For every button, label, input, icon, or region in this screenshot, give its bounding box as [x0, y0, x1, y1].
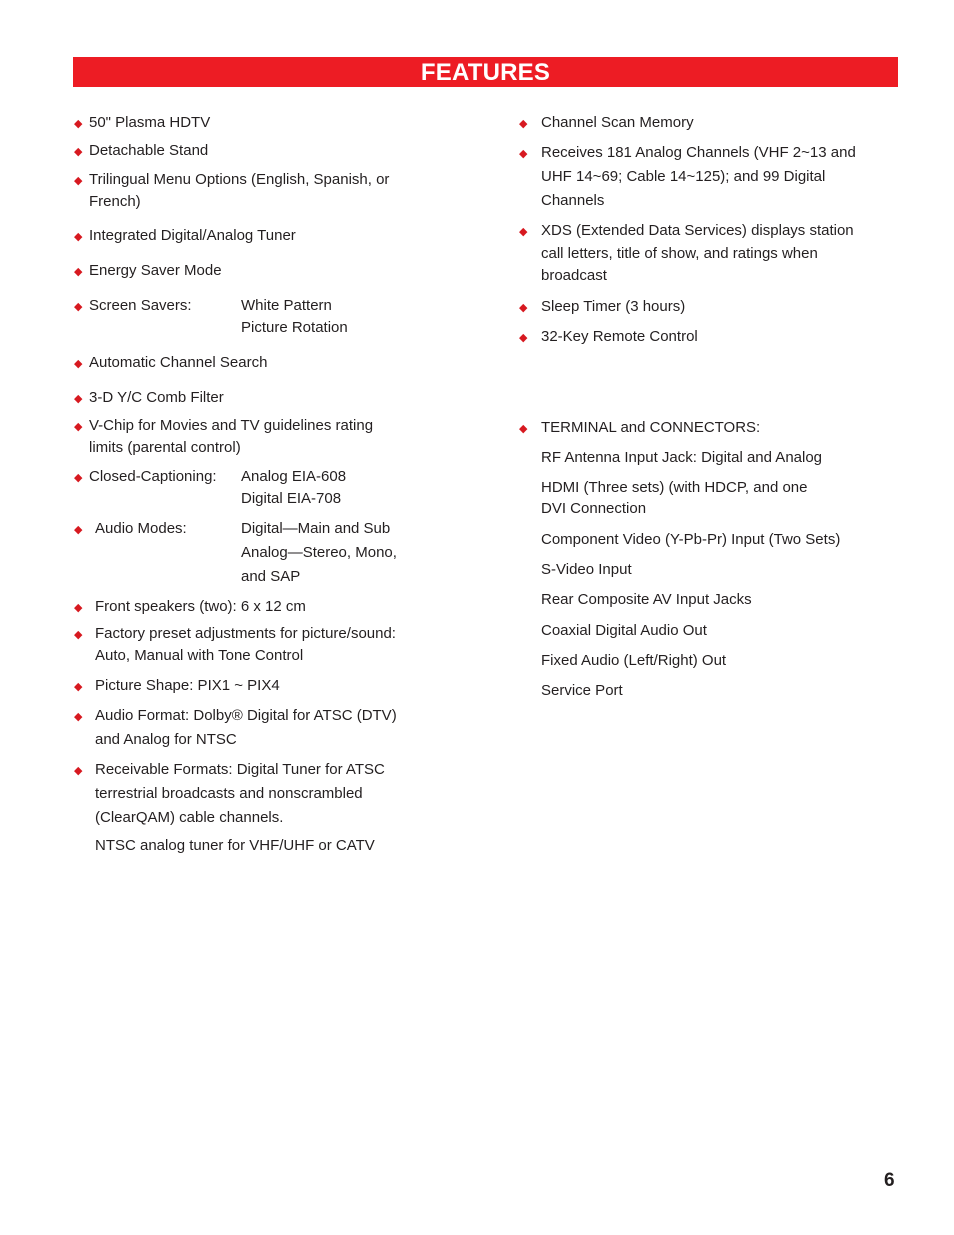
feature-text: NTSC analog tuner for VHF/UHF or CATV: [95, 837, 375, 854]
diamond-bullet-icon: ◆: [74, 231, 83, 243]
feature-text: Energy Saver Mode: [89, 262, 222, 279]
feature-value: White Pattern: [241, 297, 332, 314]
connector-item: Service Port: [541, 682, 623, 699]
feature-text: French): [89, 193, 141, 210]
diamond-bullet-icon: ◆: [519, 423, 528, 435]
feature-text: Integrated Digital/Analog Tuner: [89, 227, 296, 244]
feature-text: UHF 14~69; Cable 14~125); and 99 Digital: [541, 168, 826, 185]
diamond-bullet-icon: ◆: [74, 118, 83, 130]
diamond-bullet-icon: ◆: [74, 421, 83, 433]
diamond-bullet-icon: ◆: [74, 472, 83, 484]
feature-text: limits (parental control): [89, 439, 241, 456]
feature-text: Front speakers (two): 6 x 12 cm: [95, 598, 306, 615]
connector-item: Rear Composite AV Input Jacks: [541, 591, 752, 608]
connector-item: S-Video Input: [541, 561, 632, 578]
feature-text: Sleep Timer (3 hours): [541, 298, 686, 315]
connector-item: RF Antenna Input Jack: Digital and Analog: [541, 449, 823, 466]
diamond-bullet-icon: ◆: [519, 118, 528, 130]
connectors-heading: TERMINAL and CONNECTORS:: [541, 419, 761, 436]
diamond-bullet-icon: ◆: [74, 175, 83, 187]
feature-text: Picture Shape: PIX1 ~ PIX4: [95, 677, 280, 694]
diamond-bullet-icon: ◆: [74, 681, 83, 693]
feature-value: Analog EIA-608: [241, 468, 347, 485]
feature-label: Closed-Captioning:: [89, 468, 217, 485]
page-number: 6: [884, 1170, 895, 1191]
diamond-bullet-icon: ◆: [74, 711, 83, 723]
diamond-bullet-icon: ◆: [519, 148, 528, 160]
feature-text: and Analog for NTSC: [95, 731, 237, 748]
diamond-bullet-icon: ◆: [74, 301, 83, 313]
diamond-bullet-icon: ◆: [74, 393, 83, 405]
feature-text: 32-Key Remote Control: [541, 328, 698, 345]
feature-value: Digital—Main and Sub: [241, 520, 391, 537]
feature-text: Automatic Channel Search: [89, 354, 268, 371]
feature-text: Auto, Manual with Tone Control: [95, 647, 304, 664]
diamond-bullet-icon: ◆: [74, 629, 83, 641]
feature-text: broadcast: [541, 267, 607, 284]
feature-value: Picture Rotation: [241, 319, 348, 336]
diamond-bullet-icon: ◆: [519, 226, 528, 238]
feature-text: XDS (Extended Data Services) displays station: [541, 222, 854, 239]
feature-text: V-Chip for Movies and TV guidelines rating: [89, 417, 374, 434]
connector-item: DVI Connection: [541, 500, 647, 517]
feature-text: 3-D Y/C Comb Filter: [89, 389, 224, 406]
feature-text: Channels: [541, 192, 605, 209]
connector-item: Coaxial Digital Audio Out: [541, 622, 707, 639]
connector-item: Fixed Audio (Left/Right) Out: [541, 652, 727, 669]
page-title: FEATURES: [73, 57, 898, 87]
feature-value: Analog—Stereo, Mono,: [241, 544, 397, 561]
feature-value: and SAP: [241, 568, 301, 585]
diamond-bullet-icon: ◆: [74, 524, 83, 536]
feature-label: Audio Modes:: [95, 520, 187, 537]
diamond-bullet-icon: ◆: [74, 765, 83, 777]
feature-text: Factory preset adjustments for picture/sound:: [95, 625, 396, 642]
feature-text: terrestrial broadcasts and nonscrambled: [95, 785, 363, 802]
diamond-bullet-icon: ◆: [74, 146, 83, 158]
diamond-bullet-icon: ◆: [519, 302, 528, 314]
feature-text: Channel Scan Memory: [541, 114, 694, 131]
feature-text: (ClearQAM) cable channels.: [95, 809, 284, 826]
diamond-bullet-icon: ◆: [74, 358, 83, 370]
feature-text: Detachable Stand: [89, 142, 209, 159]
connector-item: HDMI (Three sets) (with HDCP, and one: [541, 479, 808, 496]
connector-item: Component Video (Y-Pb-Pr) Input (Two Sets): [541, 531, 841, 548]
feature-text: call letters, title of show, and ratings when: [541, 245, 818, 262]
feature-label: Screen Savers:: [89, 297, 192, 314]
feature-text: Receives 181 Analog Channels (VHF 2~13 and: [541, 144, 856, 161]
diamond-bullet-icon: ◆: [74, 266, 83, 278]
feature-text: Audio Format: Dolby® Digital for ATSC (DTV): [95, 707, 397, 724]
feature-text: Trilingual Menu Options (English, Spanish, or: [89, 171, 390, 188]
feature-value: Digital EIA-708: [241, 490, 342, 507]
feature-text: Receivable Formats: Digital Tuner for ATSC: [95, 761, 385, 778]
diamond-bullet-icon: ◆: [519, 332, 528, 344]
diamond-bullet-icon: ◆: [74, 602, 83, 614]
feature-text: 50" Plasma HDTV: [89, 114, 211, 131]
